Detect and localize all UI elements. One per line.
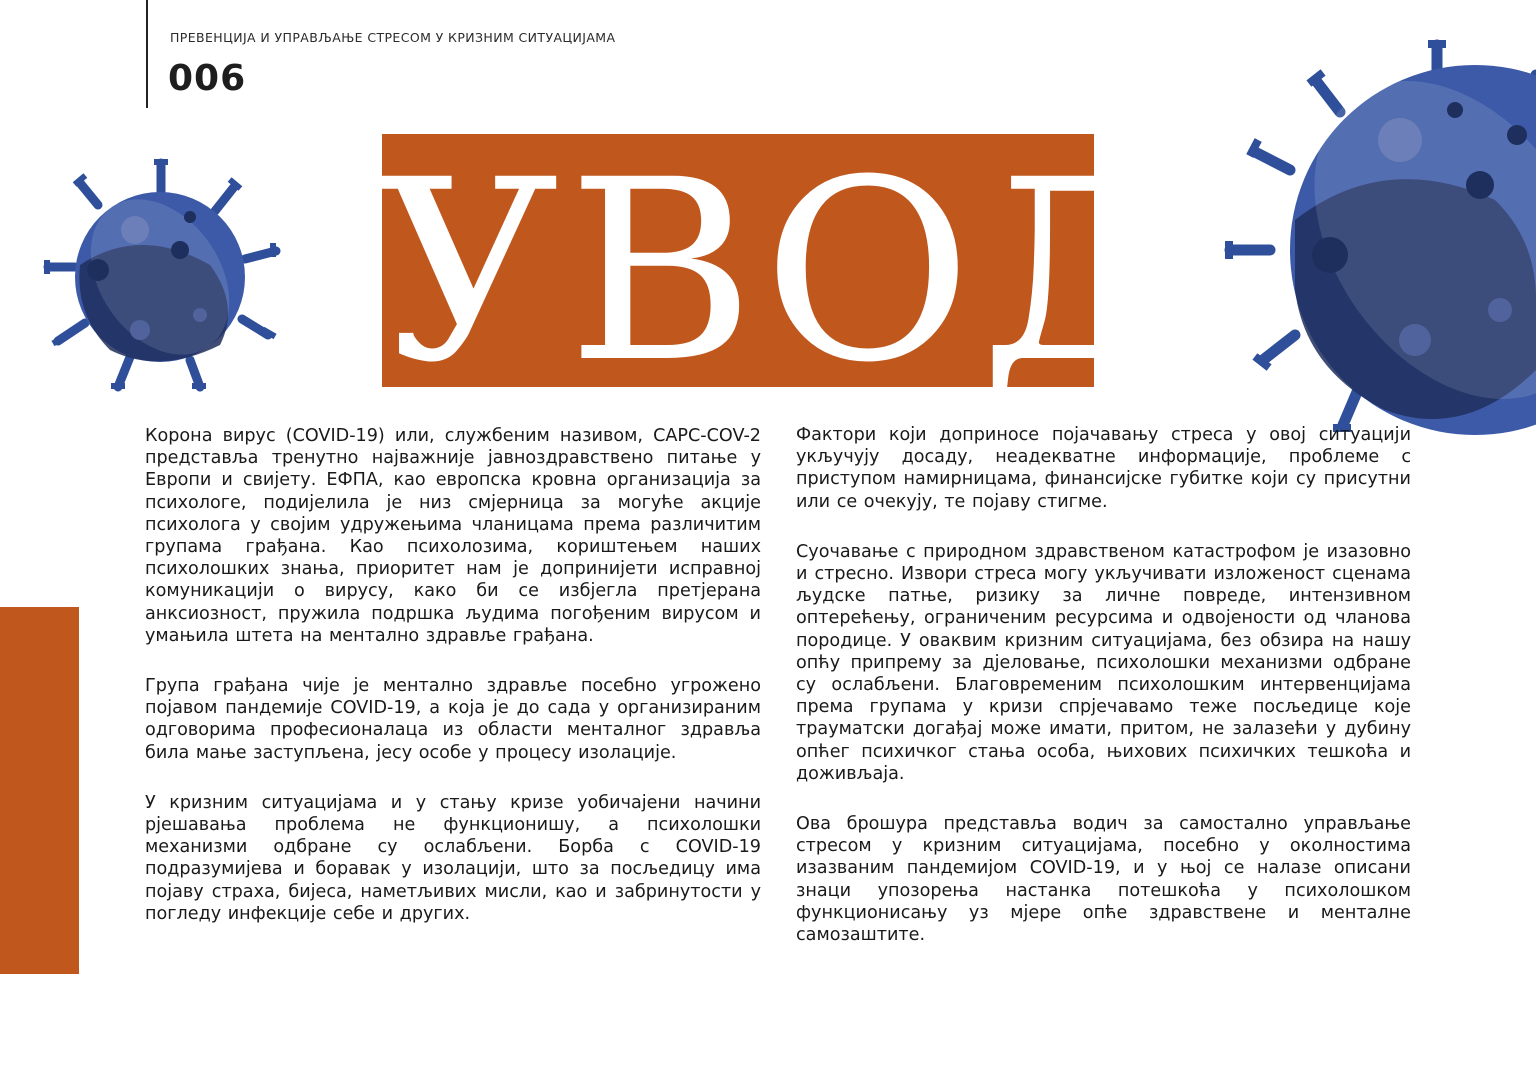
paragraph: Ова брошура представља водич за самостално управљање стресом у кризним ситуацијама, посебно у околностима изазваним пандемијом COVID-19, и у њој се налазе описани знаци упозорења настанка потешкоћа у психолошком функционисању уз мјере опће здравствене и менталне самозаштите. [796,814,1411,946]
page-heading: УВОД [374,126,1196,417]
paragraph: Суочавање с природном здравственом катастрофом је изазовно и стресно. Извори стреса могу укључивати изложеност сценама људске патње, ризику за личне повреде, интензивном оптерећењу, ограниченим ресурсима и одвојености од чланова породице. У оваквим кризним ситуацијама, без обзира на нашу опћу припрему за дјеловање, психолошки механизми одбране су ослабљени. Благовременим психолошким интервенцијама према групама у кризи спрјечавамо теже посљедице које трауматски догађај може имати, притом, не залазећи у дубину опћег психичког стања особа, њихових психичких тешкоћа и доживљаја. [796,541,1411,784]
document-header-title: ПРЕВЕНЦИЈА И УПРАВЉАЊЕ СТРЕСОМ У КРИЗНИМ СИТУАЦИЈАМА [170,30,616,45]
paragraph: У кризним ситуацијама и у стању кризе уобичајени начини рјешавања проблема не функционишу, а психолошки механизми одбране су ослабљени. Борба с COVID-19 подразумијева и боравак у изолацији, што за посљедицу има појаву страха, бијеса, наметљивих мисли, као и забринутости у погледу инфекције себе и других. [145,792,761,924]
header-divider-line [146,0,148,108]
text-column-left [145,425,761,953]
text-column-right [796,424,1411,974]
virus-icon [1225,40,1536,450]
virus-icon [40,155,280,395]
paragraph: Фактори који доприносе појачавању стреса у овој ситуацији укључују досаду, неадекватне информације, проблеме с приступом намирницама, финансијске губитке који су присутни или се очекују, те појаву стигме. [796,425,1411,512]
heading-banner [374,126,1196,417]
paragraph: Група грађана чије је ментално здравље посебно угрожено појавом пандемије COVID-19, а која је до сада у организираним одговорима професионалаца из области менталног здравља била мање заступљена, јесу особе у процесу изолације. [145,676,761,763]
paragraph: Корона вирус (COVID-19) или, службеним називом, САРС-COV-2 представља тренутно најважније јавноздравствено питање у Европи и свијету. ЕФПА, као европска кровна организација за психологе, подијелила је низ смјерница за могуће акције психолога у својим удружењима чланицама према различитим групама грађана. Као психолозима, кориштењем наших психолошких знања, приоритет нам је допринијети исправној комуникацији о вирусу, како би се избјегла претјерана анксиозност, пружила подршка људима погођеним вирусом и умањила штета на ментално здравље грађана. [145,426,761,646]
accent-side-bar [0,607,79,974]
page-number: 006 [168,58,247,99]
